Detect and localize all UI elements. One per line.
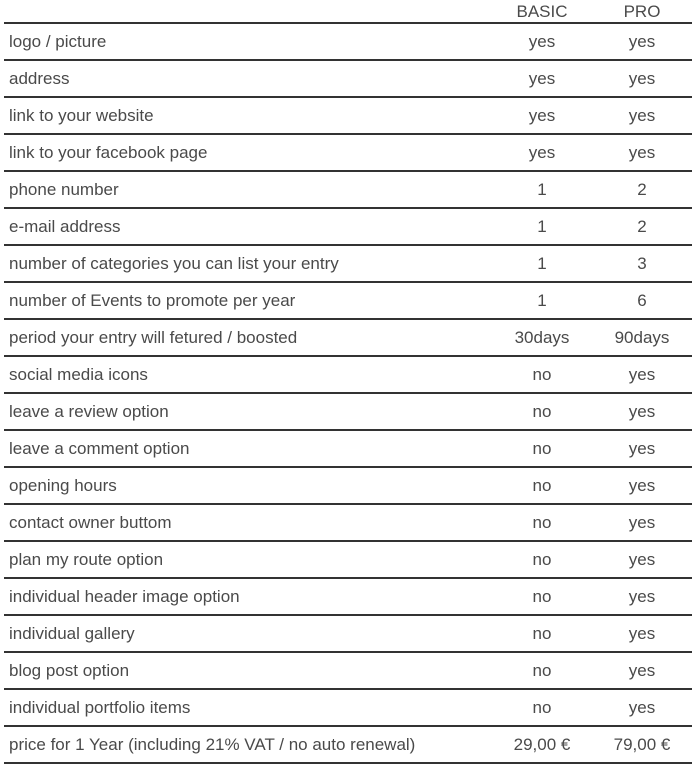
table-row xyxy=(4,320,692,357)
table-row xyxy=(4,727,692,764)
feature-label: price for 1 Year (including 21% VAT / no auto renewal) xyxy=(9,734,416,754)
table-row xyxy=(4,98,692,135)
pro-value: yes xyxy=(628,549,656,569)
table-row xyxy=(4,505,692,542)
pro-value: yes xyxy=(628,623,656,643)
basic-value: 1 xyxy=(537,290,547,310)
feature-label: contact owner buttom xyxy=(9,512,172,532)
basic-value: no xyxy=(532,660,552,680)
basic-value: yes xyxy=(528,142,556,162)
basic-value: 1 xyxy=(537,216,547,236)
feature-label: individual gallery xyxy=(9,623,135,643)
basic-value: 1 xyxy=(537,179,547,199)
pro-value: yes xyxy=(628,586,656,606)
basic-value: no xyxy=(532,549,552,569)
basic-value: no xyxy=(532,512,552,532)
feature-label: blog post option xyxy=(9,660,130,680)
pro-value: 2 xyxy=(637,179,647,199)
basic-value: no xyxy=(532,401,552,421)
feature-label: plan my route option xyxy=(9,549,164,569)
table-row xyxy=(4,394,692,431)
table-row xyxy=(4,468,692,505)
feature-label: opening hours xyxy=(9,475,117,495)
table-body xyxy=(4,24,692,764)
feature-label: e-mail address xyxy=(9,216,121,236)
feature-label: number of categories you can list your entry xyxy=(9,253,339,273)
table-row xyxy=(4,246,692,283)
feature-label: number of Events to promote per year xyxy=(9,290,296,310)
feature-label: phone number xyxy=(9,179,119,199)
basic-value: yes xyxy=(528,105,556,125)
pro-value: yes xyxy=(628,68,656,88)
table-row xyxy=(4,616,692,653)
feature-label: individual portfolio items xyxy=(9,697,191,717)
table-row xyxy=(4,209,692,246)
basic-value: no xyxy=(532,623,552,643)
basic-value: no xyxy=(532,438,552,458)
pro-value: yes xyxy=(628,105,656,125)
table-row xyxy=(4,542,692,579)
table-row xyxy=(4,24,692,61)
basic-value: no xyxy=(532,586,552,606)
table-row xyxy=(4,283,692,320)
basic-value: no xyxy=(532,697,552,717)
feature-label: period your entry will fetured / boosted xyxy=(9,327,298,347)
feature-label: leave a review option xyxy=(9,401,169,421)
pro-value: yes xyxy=(628,401,656,421)
pro-value: 3 xyxy=(637,253,647,273)
basic-value: 30days xyxy=(514,327,570,347)
feature-label: link to your facebook page xyxy=(9,142,208,162)
feature-label: social media icons xyxy=(9,364,148,384)
pro-value: yes xyxy=(628,142,656,162)
pro-value: yes xyxy=(628,697,656,717)
pro-value: yes xyxy=(628,475,656,495)
pro-value: 2 xyxy=(637,216,647,236)
pro-value: yes xyxy=(628,660,656,680)
table-row xyxy=(4,690,692,727)
pro-value: 6 xyxy=(637,290,647,310)
basic-value: no xyxy=(532,475,552,495)
pro-value: yes xyxy=(628,512,656,532)
feature-label: leave a comment option xyxy=(9,438,190,458)
table-row xyxy=(4,431,692,468)
feature-label: logo / picture xyxy=(9,31,107,51)
column-header-basic: BASIC xyxy=(516,2,568,21)
pro-value: yes xyxy=(628,364,656,384)
basic-value: 29,00 € xyxy=(513,734,571,754)
table-row xyxy=(4,579,692,616)
feature-label: individual header image option xyxy=(9,586,240,606)
pro-value: yes xyxy=(628,31,656,51)
pricing-comparison-table xyxy=(4,0,692,764)
table-row xyxy=(4,357,692,394)
pro-value: yes xyxy=(628,438,656,458)
feature-label: address xyxy=(9,68,70,88)
table-row xyxy=(4,172,692,209)
table-header xyxy=(4,0,692,24)
table-row xyxy=(4,61,692,98)
pro-value: 79,00 € xyxy=(613,734,671,754)
basic-value: yes xyxy=(528,31,556,51)
table-row xyxy=(4,135,692,172)
feature-label: link to your website xyxy=(9,105,154,125)
basic-value: 1 xyxy=(537,253,547,273)
basic-value: yes xyxy=(528,68,556,88)
column-header-pro: PRO xyxy=(623,2,661,21)
table-row xyxy=(4,653,692,690)
pro-value: 90days xyxy=(614,327,670,347)
basic-value: no xyxy=(532,364,552,384)
